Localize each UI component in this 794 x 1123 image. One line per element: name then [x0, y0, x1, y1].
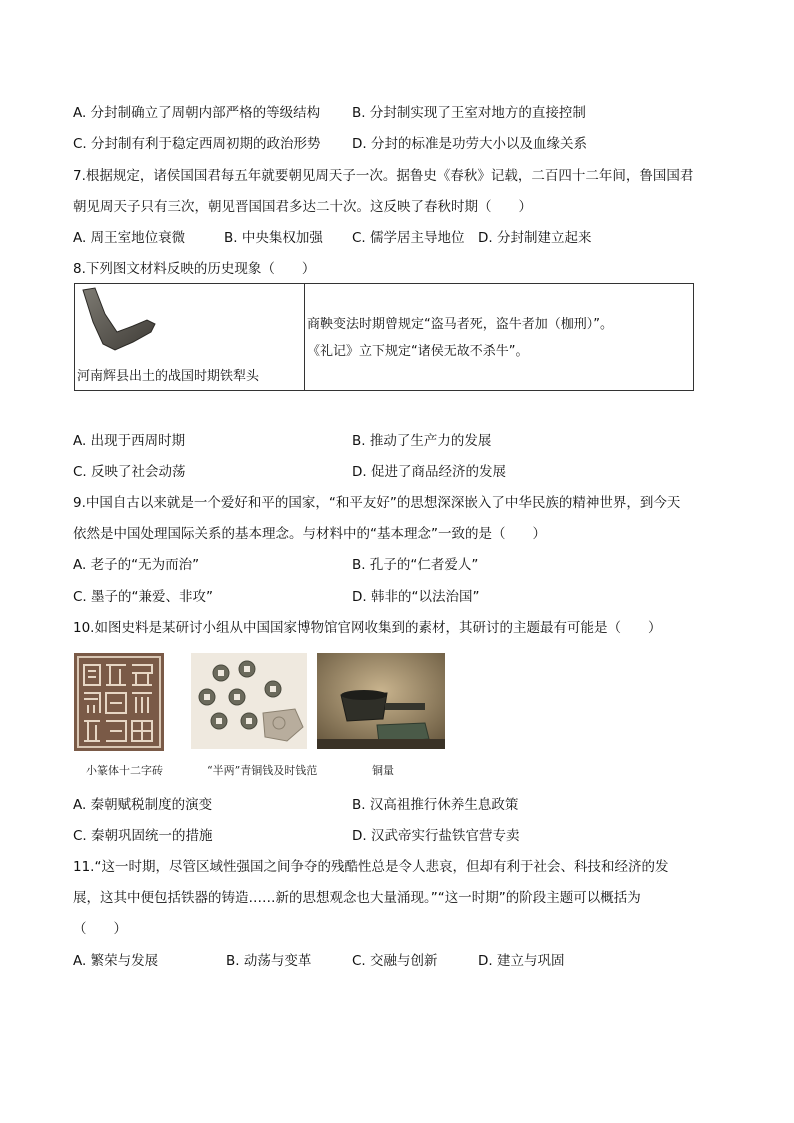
table-divider	[304, 284, 305, 390]
q11-option-c: C. 交融与创新	[352, 953, 438, 969]
iron-plough-image	[77, 286, 163, 362]
q10-option-c: C. 秦朝巩固统一的措施	[73, 828, 213, 844]
bronze-measure-caption: 铜量	[372, 764, 394, 777]
q10-option-b: B. 汉高祖推行休养生息政策	[352, 797, 519, 813]
q8-option-c: C. 反映了社会动荡	[73, 464, 186, 480]
q8-option-b: B. 推动了生产力的发展	[352, 433, 492, 449]
q10-stem: 10.如图史料是某研讨小组从中国国家博物馆官网收集到的素材，其研讨的主题最有可能是（ ）	[73, 620, 662, 636]
q7-stem-line1: 7.根据规定，诸侯国国君每五年就要朝见周天子一次。据鲁史《春秋》记载，二百四十二年间，鲁国国君	[73, 168, 694, 184]
q9-option-d: D. 韩非的“以法治国”	[352, 589, 480, 605]
bronze-measure-image	[317, 653, 445, 749]
q6-option-b: B. 分封制实现了王室对地方的直接控制	[352, 105, 586, 121]
q9-stem-line1: 9.中国自古以来就是一个爱好和平的国家，“和平友好”的思想深深嵌入了中华民族的精神世界，到今天	[73, 495, 681, 511]
q9-option-b: B. 孔子的“仁者爱人”	[352, 557, 479, 573]
brick-image	[74, 653, 164, 751]
q9-option-c: C. 墨子的“兼爱、非攻”	[73, 589, 213, 605]
q8-material-text2: 《礼记》立下规定“诸侯无故不杀牛”。	[307, 344, 529, 359]
brick-caption: 小篆体十二字砖	[86, 764, 163, 777]
q11-stem-line3: （ ）	[73, 921, 127, 937]
iron-plough-caption: 河南辉县出土的战国时期铁犁头	[77, 369, 260, 384]
q10-option-a: A. 秦朝赋税制度的演变	[73, 797, 213, 813]
q7-option-b: B. 中央集权加强	[224, 230, 323, 246]
q6-option-d: D. 分封的标准是功劳大小以及血缘关系	[352, 136, 587, 152]
q7-option-a: A. 周王室地位衰微	[73, 230, 186, 246]
q7-option-d: D. 分封制建立起来	[478, 230, 592, 246]
q8-option-a: A. 出现于西周时期	[73, 433, 186, 449]
coins-image	[191, 653, 307, 749]
coins-caption: “半两”青铜钱及时钱范	[207, 764, 318, 777]
q7-stem-line2: 朝见周天子只有三次，朝见晋国国君多达二十次。这反映了春秋时期（ ）	[73, 199, 532, 215]
q7-option-c: C. 儒学居主导地位	[352, 230, 465, 246]
q6-option-a: A. 分封制确立了周朝内部严格的等级结构	[73, 105, 321, 121]
q9-stem-line2: 依然是中国处理国际关系的基本理念。与材料中的“基本理念”一致的是（ ）	[73, 526, 546, 542]
q9-option-a: A. 老子的“无为而治”	[73, 557, 200, 573]
q11-option-d: D. 建立与巩固	[478, 953, 565, 969]
q8-material-text1: 商鞅变法时期曾规定“盗马者死，盗牛者加（枷刑）”。	[307, 317, 613, 332]
q8-stem: 8.下列图文材料反映的历史现象（ ）	[73, 261, 316, 277]
q8-material-table	[74, 283, 694, 391]
q6-option-c: C. 分封制有利于稳定西周初期的政治形势	[73, 136, 321, 152]
q10-option-d: D. 汉武帝实行盐铁官营专卖	[352, 828, 520, 844]
q11-stem-line2: 展，这其中便包括铁器的铸造……新的思想观念也大量涌现。”“这一时期”的阶段主题可以概括为	[73, 890, 641, 906]
q8-option-d: D. 促进了商品经济的发展	[352, 464, 506, 480]
q11-option-b: B. 动荡与变革	[226, 953, 312, 969]
q11-option-a: A. 繁荣与发展	[73, 953, 159, 969]
q11-stem-line1: 11.“这一时期，尽管区域性强国之间争夺的残酷性总是令人悲哀，但却有利于社会、科技和经济的发	[73, 859, 669, 875]
